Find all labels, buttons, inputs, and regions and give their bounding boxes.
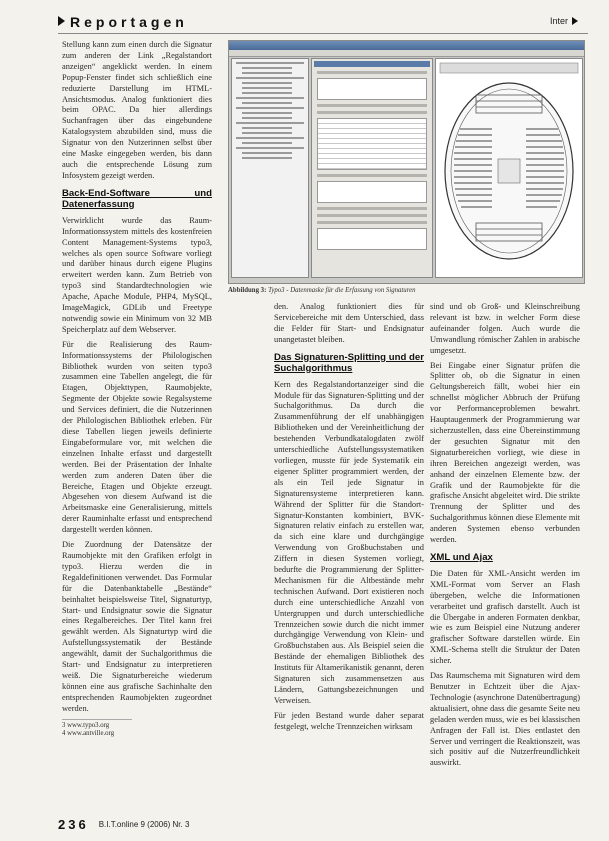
paragraph: Die Daten für XML-Ansicht werden im XML-Format vom Server an Flash übergeben, welche die Informationen verarbeitet und grafisch darstellt. Auch ist die Übergabe in anderen Formaten denkbar, wie es zum Beispiel eine Nutzung anderer grafischer Software darstellen würde. Ein XML-Schema stellt die Struktur der Daten sicher. (430, 568, 580, 666)
page-footer (58, 816, 578, 830)
section-heading-xml-ajax: XML und Ajax (430, 551, 493, 563)
magazine-issue: B.I.T.online 9 (2006) Nr. 3 (98, 820, 190, 829)
figure-caption-label: Abbildung 3: (228, 287, 267, 294)
text-column-3 (430, 302, 580, 773)
section-title-text: Reportagen (70, 14, 188, 30)
text-column-2 (274, 302, 424, 737)
screenshot-figure (228, 40, 585, 284)
window-menubar (229, 50, 584, 57)
footnotes (62, 719, 132, 738)
paragraph: den. Analog funktioniert dies für Servicebereiche mit dem Unterschied, dass die Felder für Start- und Endsignatur unangetastet bleiben. (274, 302, 424, 344)
page-header (58, 12, 578, 34)
paragraph: Für die Realisierung des Raum-Informationssystems der Philologischen Bibliothek wurden von seiten typo3 zusammen eine Tabellen angelegt, die für Etagen, Objekttypen, Raumobjekte, Segmente der Objekte sowie Regalsysteme und Services definiert, die die Nutzerinnen der Philologischen Bibliothek erleben. Für diese Tabellen liegen jeweils definierte Eingabeformulare vor, mit welchen die einzelnen Inhalte erfasst und dargestellt werden. Bei der Präsentation der Inhalte werden zum anderen Daten über die Bereiche, Etagen und Objekte erzeugt. Abgesehen von diesem Aufwand ist die Arbeitsmaske eine Generalisierung, mittels derer Rauminhalte erfasst und entsprechend dargestellt werden können. (62, 339, 212, 535)
form-panel (311, 58, 433, 278)
footnote: 3 www.typo3.org (62, 721, 110, 729)
section-heading-backend: Back-End-Software und Datenerfassung (62, 187, 212, 210)
page-number: 236 (58, 817, 89, 832)
triangle-right-icon (572, 17, 578, 25)
footnote: 4 www.antville.org (62, 729, 115, 737)
paragraph: sind und ob Groß- und Kleinschreibung relevant ist bzw. in welcher Form diese aufeinander folgen. Auch wurde die Umwandlung römischer Zahlen in arabische umgesetzt. (430, 302, 580, 355)
paragraph: Das Raumschema mit Signaturen wird dem Benutzer in Echtzeit über die Ajax-Technologie (asynchrone Datenübertragung) aktualisiert, ohne dass die gesamte Seite neu geladen werden muss, wie es bei klassischen Anfragen der Fall ist. Dies entlastet den Server und verringert die Reaktionszeit, was sich positiv auf die Nutzerfreundlichkeit auswirkt. (430, 671, 581, 768)
rubric-label (550, 16, 578, 26)
paragraph: Verwirklicht wurde das Raum-Informationssystem mittels des kostenfreien Content Management-Systems typo3, welches als open source Software vorliegt und darüber hinaus durch eigene Plugins erweitert werden kann. Zum Betrieb von typo3 sind Standardtechnologien wie Apache, Apache Module, PHP4, MySQL, ImageMagick, GDLib und Freetype notwendig sowie ein Minimum von 32 MB Speicherplatz auf dem Webserver. (62, 215, 212, 334)
window-titlebar (229, 41, 584, 50)
header-divider (58, 33, 588, 34)
rubric-text: Inter (549, 16, 568, 26)
triangle-right-icon (58, 16, 65, 26)
paragraph: Bei Eingabe einer Signatur prüfen die Splitter ob, ob die Signatur in einen Geltungsbereich fällt, wobei hier ein schnellst möglicher Abbruch der Prüfung vor Performanceproblemen bewahrt. Hauptaugenmerk der Programmierung war sicherzustellen, dass eine Übereinstimmung der gesuchten Signatur mit den Signaturbereichen vorliegt, wie diese in ihren Bereichen angezeigt werden, was anhand der einzelnen Elemente bzw. der Grafik und der Raumobjekte für die grafische Ansicht abgeleitet wird. Die strikte Trennung der Splitter und des Suchalgorithmus können diese Elemente mit anderen Systemen ebenso verbunden werden. (430, 360, 580, 545)
paragraph: Für jeden Bestand wurde daher separat festgelegt, welche Trennzeichen wirksam (274, 710, 424, 731)
section-title (58, 14, 188, 30)
text-column-1 (62, 40, 212, 738)
section-heading-splitting: Das Signaturen-Splitting und der Suchalgorithmus (274, 351, 424, 374)
figure-caption (228, 287, 583, 295)
intro-paragraph: Stellung kann zum einen durch die Signatur zum anderen der Link „Regalstandort anzeigen“ angeklickt werden. In einem Popup-Fenster findet sich schließlich eine reduzierte Darstellung im HTML-Ansichtsmodus. Analog funktioniert dies beim OPAC. Da hier allerdings Suchanfragen über das eingebundene Katalogsystem abzubilden sind, muss die Signatur von den Nutzerinnen selbst über eine Maske eingegeben werden, bis dann auch die entsprechende Lösung zum Infosystem gezeigt werden. (62, 40, 212, 180)
paragraph: Die Zuordnung der Datensätze der Raumobjekte mit den Grafiken erfolgt in typo3. Hierzu werden die in Regaldefinitionen verwendet. Das Formular für die Datenbanktabelle „Bestände“ beinhaltet beispielsweise Titel, Signaturtyp, Start- und Endsignatur sowie die Signatur eines Regalbereiches. Der Titel kann frei gewählt werden. Als Signaturtyp wird die Aufstellungssystematik der Bestände angewählt, damit der Suchalgorithmus die Start- und Endsignatur zu interpretieren weiß. Die Signaturbereiche wiederum können eine aus grafische Sachinhalte den entsprechenden Raumobjekten zugeordnet werden. (62, 540, 212, 713)
floor-plan-view (435, 58, 583, 278)
paragraph: Kern des Regalstandortanzeiger sind die Module für das Signaturen-Splitting und der Suchalgorithmus. Da durch die Zusammenführung der elf unabhängigen Bibliotheken und der Vereinheitlichung der bestehenden Verbundkatalogdaten zwölf unterschiedliche Aufstellungssystematiken vorliegen, musste für jede Systematik ein eigener Splitter programmiert werden, der als ein Teil jede Signatur in Signaturensysteme interpretieren kann. Während der Splitter für die Standort-Signatur-Konstanten kombiniert, BVK-Signaturen relativ einfach zu erstellen war, da sich eine klare und durchgängige Verwendung von Großbuchstaben und Ziffern in diesen Systemen vorliegt, bedurfte die Programmierung der Splitter-Mechanismen für die Altbestände mehr technischen Aufwand. Dort existieren noch durch eine unterschiedliche Anzahl von Untergruppen und durch unterschiedliche Trennzeichen sowie durch die nicht immer durchgängige Verwendung von Klein- und Großbuchstaben aus. Als Beispiel seien die Bestände der ehemaligen Bibliothek des Instituts für Altamerikanistik genannt, deren Signaturen sich zusammensetzen aus Ländern, Gattungsbezeichnungen und Verweisen. (274, 379, 424, 705)
page-tree-panel (231, 58, 309, 278)
figure-caption-text: Typo3 - Datenmaske für die Erfassung von Signaturen (268, 287, 416, 294)
floor-plan-graphic (436, 59, 582, 277)
